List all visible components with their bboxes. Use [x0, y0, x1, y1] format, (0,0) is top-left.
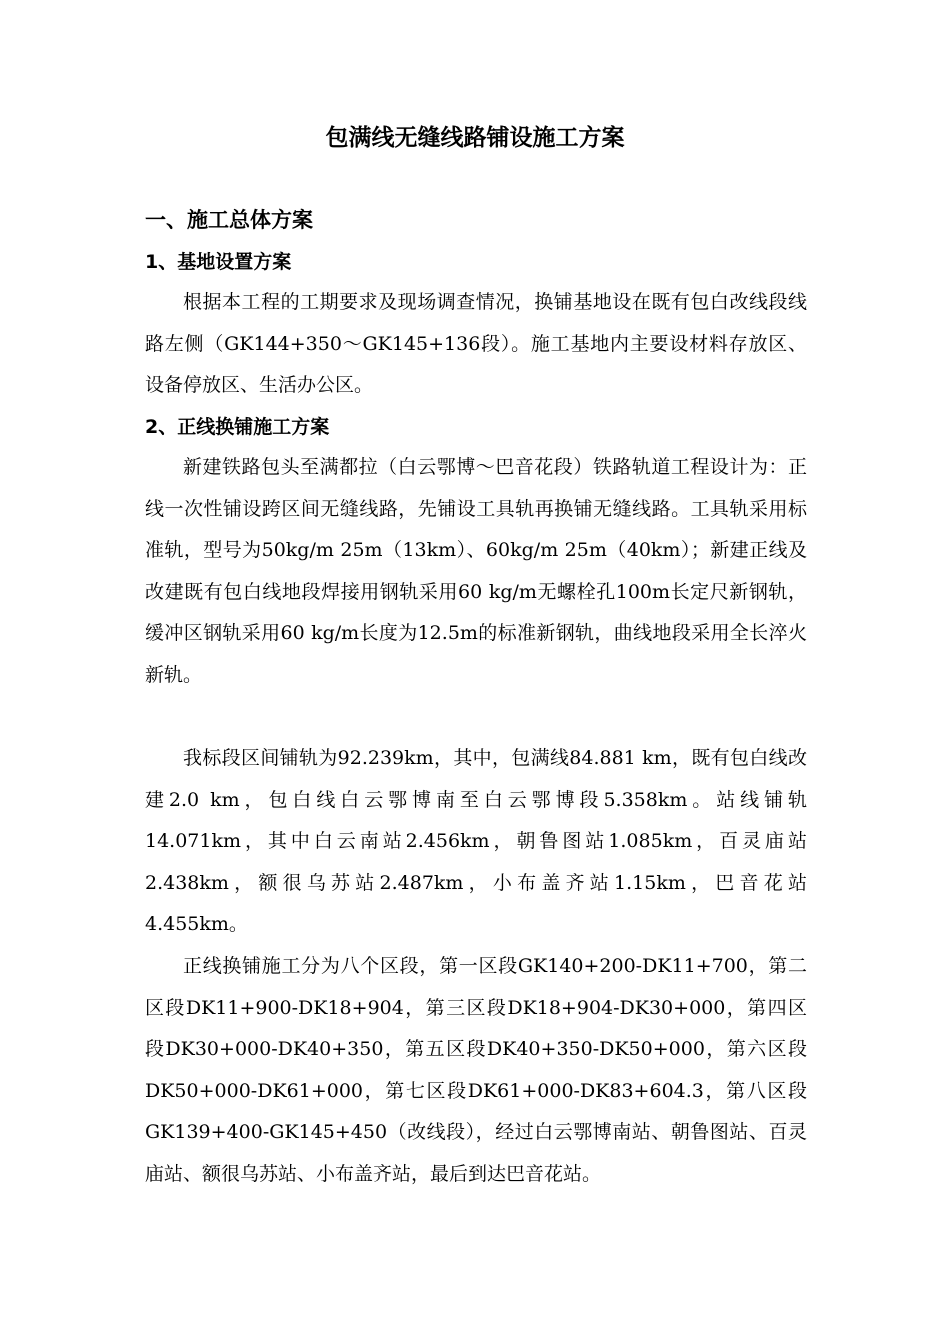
paragraph-track-design: 新建铁路包头至满都拉（白云鄂博～巴音花段）铁路轨道工程设计为：正线一次性铺设跨区间无缝线路，先铺设工具轨再换铺无缝线路。工具轨采用标准轨，型号为50kg/m 25m（13km）、60kg/m 25m（40km）；新建正线及改建既有包白线地段焊接用钢轨采用60 kg/m无螺栓孔100m长定尺新钢轨，缓冲区钢轨采用60 kg/m长度为12.5m的标准新钢轨，曲线地段采用全长淬火新轨。 — [145, 456, 807, 686]
paragraph-base-setup: 根据本工程的工期要求及现场调查情况，换铺基地设在既有包白改线段线路左侧（GK144+350～GK145+136段）。施工基地内主要设材料存放区、设备停放区、生活办公区。 — [145, 291, 807, 396]
paragraph-track-lengths: 我标段区间铺轨为92.239km，其中，包满线84.881 km，既有包白线改建2.0 km，包白线白云鄂博南至白云鄂博段5.358km。站线铺轨14.071km，其中白云南站2.456km，朝鲁图站1.085km，百灵庙站2.438km，额很乌苏站2.487km，小布盖齐站1.15km，巴音花站4.455km。 — [145, 747, 807, 935]
subsection-heading-mainline-relaying: 2、正线换铺施工方案 — [145, 416, 330, 438]
document-title: 包满线无缝线路铺设施工方案 — [325, 125, 625, 151]
section-heading-overall-plan: 一、施工总体方案 — [145, 208, 313, 232]
paragraph-relaying-sections: 正线换铺施工分为八个区段，第一区段GK140+200-DK11+700，第二区段DK11+900-DK18+904，第三区段DK18+904-DK30+000，第四区段DK30+000-DK40+350，第五区段DK40+350-DK50+000，第六区段DK50+000-DK61+000，第七区段DK61+000-DK83+604.3，第八区段GK139+400-GK145+450（改线段），经过白云鄂博南站、朝鲁图站、百灵庙站、额很乌苏站、小布盖齐站，最后到达巴音花站。 — [145, 955, 807, 1185]
subsection-heading-base-setup: 1、基地设置方案 — [145, 251, 292, 273]
